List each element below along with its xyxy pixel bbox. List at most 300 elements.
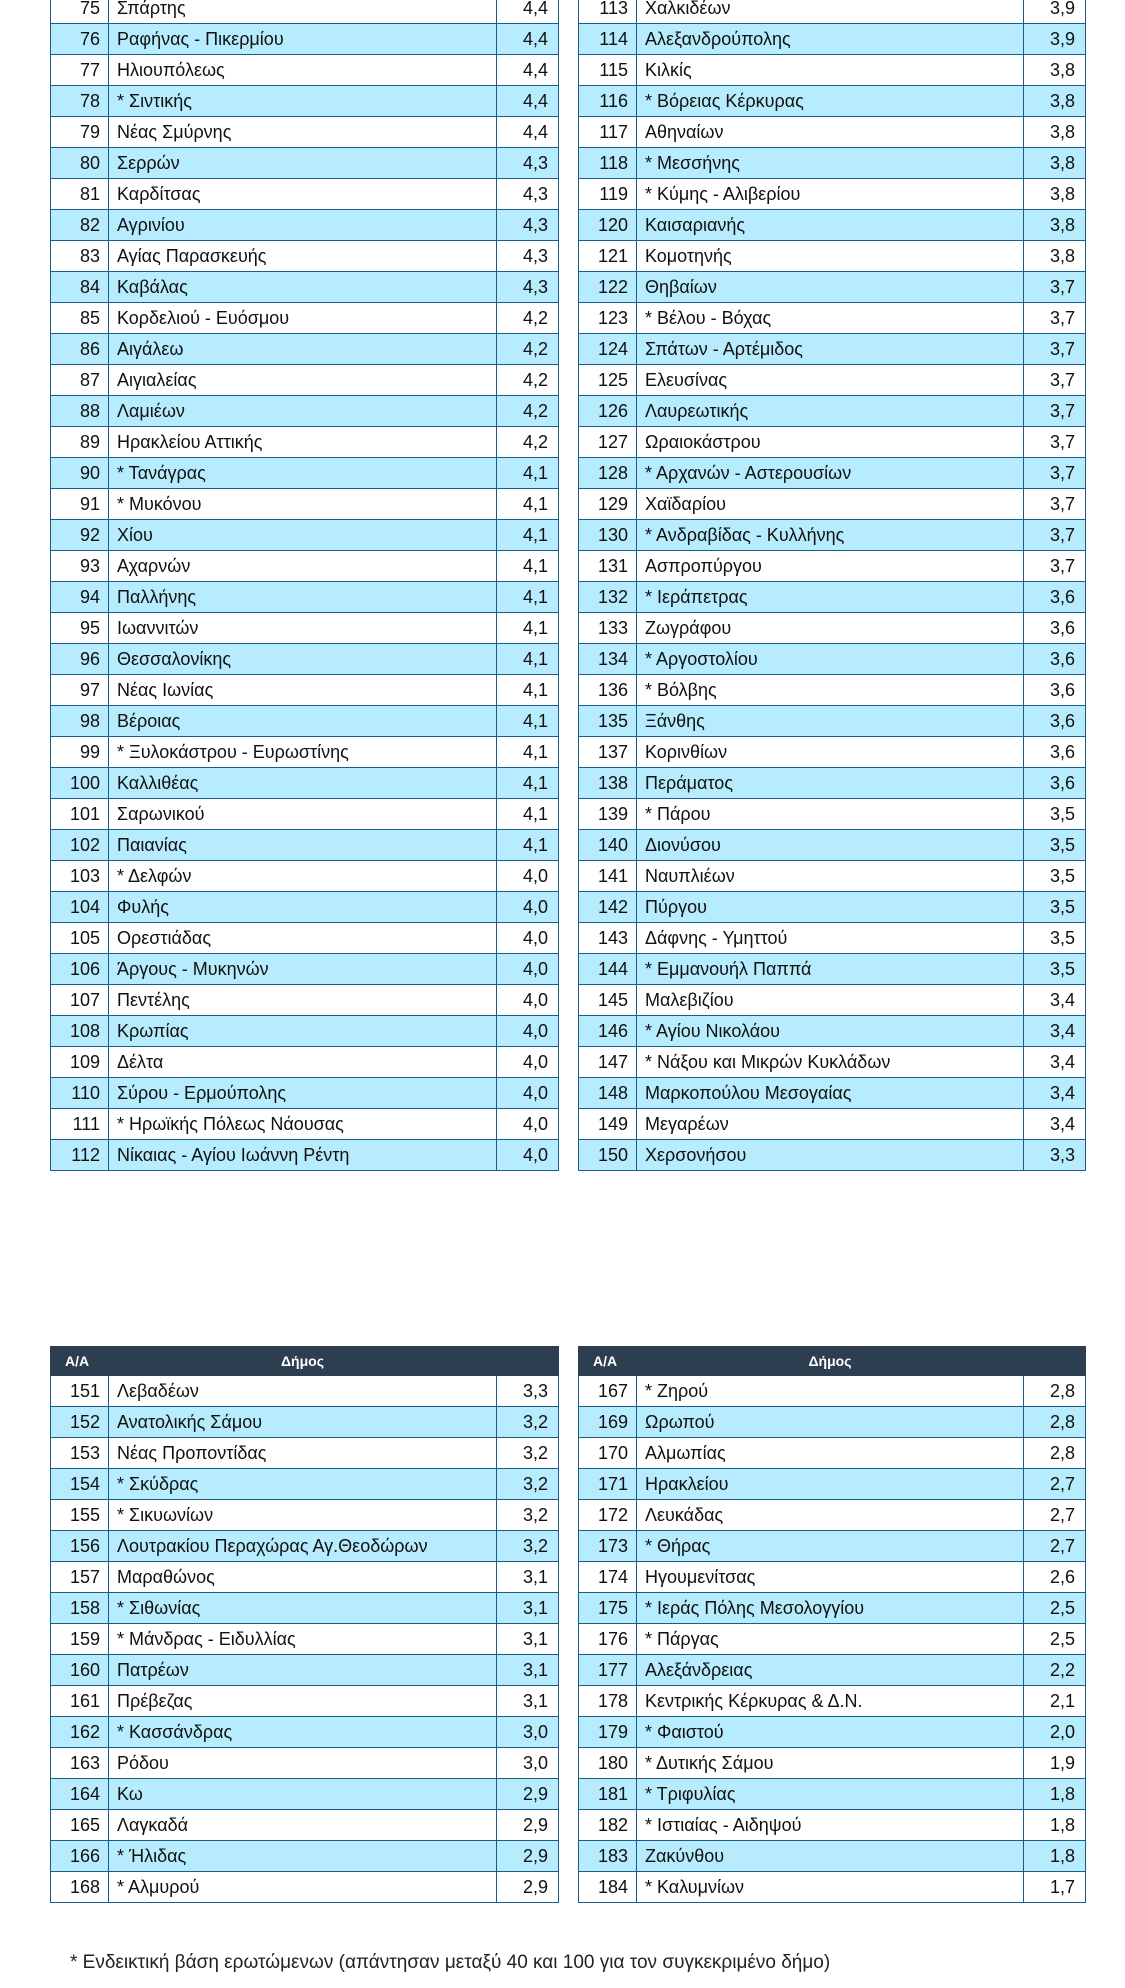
rank-cell: 104: [51, 892, 109, 923]
table-row: [51, 272, 559, 303]
rank-cell: 166: [51, 1841, 109, 1872]
score-cell: 2,9: [497, 1841, 559, 1872]
score-cell: 4,2: [497, 334, 559, 365]
table-row: [579, 644, 1086, 675]
score-cell: 4,0: [497, 985, 559, 1016]
score-cell: 1,8: [1024, 1779, 1086, 1810]
rank-cell: 92: [51, 520, 109, 551]
municipality-cell: Αλεξανδρούπολης: [637, 24, 1024, 55]
score-cell: 3,8: [1024, 210, 1086, 241]
score-cell: 3,7: [1024, 272, 1086, 303]
rank-cell: 127: [579, 427, 637, 458]
table-row: [579, 582, 1086, 613]
table-row: [51, 396, 559, 427]
rank-cell: 82: [51, 210, 109, 241]
score-cell: 4,0: [497, 1109, 559, 1140]
score-cell: 4,1: [497, 799, 559, 830]
table-row: [579, 1779, 1086, 1810]
table-row: [579, 241, 1086, 272]
table-row: [51, 675, 559, 706]
header-municipality: Δήμος: [109, 1347, 497, 1376]
table-header-row: [51, 1347, 559, 1376]
rank-cell: 139: [579, 799, 637, 830]
rank-cell: 98: [51, 706, 109, 737]
score-cell: 3,1: [497, 1655, 559, 1686]
table-row: [579, 985, 1086, 1016]
rank-cell: 118: [579, 148, 637, 179]
rank-cell: 122: [579, 272, 637, 303]
table-row: [579, 1655, 1086, 1686]
rank-cell: 116: [579, 86, 637, 117]
rank-cell: 110: [51, 1078, 109, 1109]
score-cell: 4,1: [497, 458, 559, 489]
rank-cell: 96: [51, 644, 109, 675]
table-row: [51, 892, 559, 923]
score-cell: 3,2: [497, 1407, 559, 1438]
header-municipality: Δήμος: [637, 1347, 1024, 1376]
score-cell: 4,0: [497, 954, 559, 985]
table-row: [51, 55, 559, 86]
table-row: [579, 768, 1086, 799]
header-aa: Α/Α: [579, 1347, 637, 1376]
municipality-cell: Κεντρικής Κέρκυρας & Δ.Ν.: [637, 1686, 1024, 1717]
score-cell: 4,1: [497, 613, 559, 644]
score-cell: 3,5: [1024, 954, 1086, 985]
score-cell: 2,8: [1024, 1376, 1086, 1407]
table-row: [51, 1717, 559, 1748]
score-cell: 2,1: [1024, 1686, 1086, 1717]
municipality-cell: Ιωαννιτών: [109, 613, 497, 644]
table-row: [51, 1748, 559, 1779]
municipality-cell: * Μυκόνου: [109, 489, 497, 520]
rank-cell: 154: [51, 1469, 109, 1500]
table-row: [51, 551, 559, 582]
rank-cell: 123: [579, 303, 637, 334]
rank-cell: 87: [51, 365, 109, 396]
municipality-cell: Αχαρνών: [109, 551, 497, 582]
municipality-cell: Ζακύνθου: [637, 1841, 1024, 1872]
municipality-cell: Λουτρακίου Περαχώρας Αγ.Θεοδώρων: [109, 1531, 497, 1562]
rank-cell: 144: [579, 954, 637, 985]
score-cell: 3,5: [1024, 892, 1086, 923]
table-row: [51, 737, 559, 768]
table-row: [51, 768, 559, 799]
table-row: [51, 1140, 559, 1171]
rank-cell: 130: [579, 520, 637, 551]
municipality-cell: Ωρωπού: [637, 1407, 1024, 1438]
table-row: [579, 489, 1086, 520]
score-cell: 3,8: [1024, 55, 1086, 86]
municipality-cell: Περάματος: [637, 768, 1024, 799]
rank-cell: 138: [579, 768, 637, 799]
table-row: [579, 1140, 1086, 1171]
score-cell: 3,2: [497, 1469, 559, 1500]
score-cell: 3,8: [1024, 117, 1086, 148]
table-row: [579, 1016, 1086, 1047]
table-row: [51, 985, 559, 1016]
municipality-cell: * Αρχανών - Αστερουσίων: [637, 458, 1024, 489]
municipality-cell: Ορεστιάδας: [109, 923, 497, 954]
table-body: [51, 0, 559, 1171]
table-row: [51, 520, 559, 551]
score-cell: 3,7: [1024, 396, 1086, 427]
municipality-cell: Ραφήνας - Πικερμίου: [109, 24, 497, 55]
municipality-cell: Αιγάλεω: [109, 334, 497, 365]
table-row: [579, 179, 1086, 210]
municipality-cell: Κορδελιού - Ευόσμου: [109, 303, 497, 334]
municipality-cell: * Ιεράς Πόλης Μεσολογγίου: [637, 1593, 1024, 1624]
rank-cell: 75: [51, 0, 109, 24]
municipality-cell: * Τανάγρας: [109, 458, 497, 489]
score-cell: 3,7: [1024, 365, 1086, 396]
header-aa: Α/Α: [51, 1347, 109, 1376]
table-row: [579, 55, 1086, 86]
table-row: [51, 799, 559, 830]
score-cell: 4,0: [497, 1016, 559, 1047]
municipality-cell: * Δελφών: [109, 861, 497, 892]
score-cell: 3,4: [1024, 1047, 1086, 1078]
table-row: [51, 489, 559, 520]
rank-cell: 167: [579, 1376, 637, 1407]
score-cell: 4,2: [497, 365, 559, 396]
municipality-cell: * Κύμης - Αλιβερίου: [637, 179, 1024, 210]
municipality-cell: Πεντέλης: [109, 985, 497, 1016]
score-cell: 4,0: [497, 1140, 559, 1171]
rank-cell: 95: [51, 613, 109, 644]
header-value: [497, 1347, 559, 1376]
rank-cell: 90: [51, 458, 109, 489]
table-row: [51, 24, 559, 55]
score-cell: 4,1: [497, 520, 559, 551]
score-cell: 3,8: [1024, 241, 1086, 272]
score-cell: 2,9: [497, 1810, 559, 1841]
rank-cell: 133: [579, 613, 637, 644]
rank-cell: 147: [579, 1047, 637, 1078]
table-row: [51, 117, 559, 148]
municipality-cell: Πρέβεζας: [109, 1686, 497, 1717]
municipality-cell: * Βόρειας Κέρκυρας: [637, 86, 1024, 117]
score-cell: 2,9: [497, 1779, 559, 1810]
rank-cell: 134: [579, 644, 637, 675]
table-row: [51, 923, 559, 954]
municipality-cell: Κρωπίας: [109, 1016, 497, 1047]
table-row: [51, 1109, 559, 1140]
municipality-cell: Ηλιουπόλεως: [109, 55, 497, 86]
table-row: [579, 520, 1086, 551]
score-cell: 4,1: [497, 675, 559, 706]
table-row: [51, 1562, 559, 1593]
table-row: [579, 1717, 1086, 1748]
score-cell: 3,4: [1024, 1078, 1086, 1109]
ranking-table-2: [578, 0, 1086, 1171]
table-row: [579, 706, 1086, 737]
score-cell: 4,0: [497, 892, 559, 923]
municipality-cell: * Ιεράπετρας: [637, 582, 1024, 613]
municipality-cell: * Δυτικής Σάμου: [637, 1748, 1024, 1779]
table-row: [51, 1593, 559, 1624]
score-cell: 3,7: [1024, 520, 1086, 551]
rank-cell: 94: [51, 582, 109, 613]
table-row: [579, 954, 1086, 985]
score-cell: 3,4: [1024, 1109, 1086, 1140]
municipality-cell: Σπάρτης: [109, 0, 497, 24]
table-row: [51, 1655, 559, 1686]
score-cell: 3,5: [1024, 861, 1086, 892]
table-row: [51, 954, 559, 985]
rank-cell: 151: [51, 1376, 109, 1407]
municipality-cell: Λεβαδέων: [109, 1376, 497, 1407]
table-row: [579, 427, 1086, 458]
rank-cell: 119: [579, 179, 637, 210]
score-cell: 3,6: [1024, 768, 1086, 799]
ranking-table-1: [50, 0, 559, 1171]
rank-cell: 132: [579, 582, 637, 613]
municipality-cell: Παιανίας: [109, 830, 497, 861]
score-cell: 2,8: [1024, 1407, 1086, 1438]
score-cell: 2,7: [1024, 1469, 1086, 1500]
rank-cell: 156: [51, 1531, 109, 1562]
score-cell: 2,7: [1024, 1500, 1086, 1531]
municipality-cell: * Μεσσήνης: [637, 148, 1024, 179]
rank-cell: 181: [579, 1779, 637, 1810]
rank-cell: 153: [51, 1438, 109, 1469]
rank-cell: 142: [579, 892, 637, 923]
rank-cell: 177: [579, 1655, 637, 1686]
rank-cell: 157: [51, 1562, 109, 1593]
municipality-cell: Κομοτηνής: [637, 241, 1024, 272]
score-cell: 3,1: [497, 1686, 559, 1717]
table-row: [579, 613, 1086, 644]
municipality-cell: * Αγίου Νικολάου: [637, 1016, 1024, 1047]
score-cell: 2,8: [1024, 1438, 1086, 1469]
score-cell: 3,0: [497, 1717, 559, 1748]
rank-cell: 112: [51, 1140, 109, 1171]
municipality-cell: Κω: [109, 1779, 497, 1810]
score-cell: 2,7: [1024, 1531, 1086, 1562]
score-cell: 4,2: [497, 396, 559, 427]
score-cell: 1,8: [1024, 1841, 1086, 1872]
table-row: [51, 582, 559, 613]
score-cell: 2,2: [1024, 1655, 1086, 1686]
municipality-cell: Λαυρεωτικής: [637, 396, 1024, 427]
table-row: [51, 303, 559, 334]
rank-cell: 173: [579, 1531, 637, 1562]
rank-cell: 179: [579, 1717, 637, 1748]
table-row: [51, 86, 559, 117]
score-cell: 3,1: [497, 1624, 559, 1655]
rank-cell: 176: [579, 1624, 637, 1655]
table-row: [579, 1531, 1086, 1562]
rank-cell: 86: [51, 334, 109, 365]
table-row: [579, 1841, 1086, 1872]
table-row: [51, 365, 559, 396]
municipality-cell: Χίου: [109, 520, 497, 551]
municipality-cell: Ναυπλιέων: [637, 861, 1024, 892]
municipality-cell: * Σκύδρας: [109, 1469, 497, 1500]
municipality-cell: Μαρκοπούλου Μεσογαίας: [637, 1078, 1024, 1109]
table-row: [579, 303, 1086, 334]
table-row: [579, 210, 1086, 241]
table-row: [579, 551, 1086, 582]
score-cell: 3,8: [1024, 179, 1086, 210]
score-cell: 4,3: [497, 210, 559, 241]
municipality-cell: * Πάρου: [637, 799, 1024, 830]
municipality-cell: Αιγιαλείας: [109, 365, 497, 396]
rank-cell: 165: [51, 1810, 109, 1841]
municipality-cell: * Ανδραβίδας - Κυλλήνης: [637, 520, 1024, 551]
rank-cell: 76: [51, 24, 109, 55]
score-cell: 3,2: [497, 1438, 559, 1469]
municipality-cell: * Καλυμνίων: [637, 1872, 1024, 1903]
municipality-cell: Αγρινίου: [109, 210, 497, 241]
municipality-cell: Κορινθίων: [637, 737, 1024, 768]
rank-cell: 175: [579, 1593, 637, 1624]
score-cell: 1,9: [1024, 1748, 1086, 1779]
table-row: [579, 1500, 1086, 1531]
score-cell: 3,5: [1024, 830, 1086, 861]
score-cell: 4,4: [497, 86, 559, 117]
municipality-cell: Νέας Ιωνίας: [109, 675, 497, 706]
score-cell: 4,1: [497, 489, 559, 520]
municipality-cell: * Μάνδρας - Ειδυλλίας: [109, 1624, 497, 1655]
table-row: [579, 117, 1086, 148]
municipality-cell: Φυλής: [109, 892, 497, 923]
rank-cell: 85: [51, 303, 109, 334]
score-cell: 2,9: [497, 1872, 559, 1903]
table-row: [51, 706, 559, 737]
rank-cell: 101: [51, 799, 109, 830]
table-row: [51, 458, 559, 489]
table-row: [579, 861, 1086, 892]
municipality-cell: * Κασσάνδρας: [109, 1717, 497, 1748]
rank-cell: 109: [51, 1047, 109, 1078]
rank-cell: 91: [51, 489, 109, 520]
rank-cell: 184: [579, 1872, 637, 1903]
table-row: [579, 1686, 1086, 1717]
table-row: [51, 1624, 559, 1655]
table-row: [51, 1779, 559, 1810]
rank-cell: 146: [579, 1016, 637, 1047]
municipality-cell: * Ηρωϊκής Πόλεως Νάουσας: [109, 1109, 497, 1140]
table-row: [579, 1407, 1086, 1438]
score-cell: 4,1: [497, 830, 559, 861]
municipality-cell: Πύργου: [637, 892, 1024, 923]
table-row: [579, 923, 1086, 954]
table-row: [579, 675, 1086, 706]
score-cell: 3,2: [497, 1531, 559, 1562]
score-cell: 3,3: [497, 1376, 559, 1407]
score-cell: 3,6: [1024, 737, 1086, 768]
score-cell: 4,1: [497, 768, 559, 799]
rank-cell: 93: [51, 551, 109, 582]
table-row: [579, 1469, 1086, 1500]
score-cell: 3,9: [1024, 24, 1086, 55]
municipality-cell: * Νάξου και Μικρών Κυκλάδων: [637, 1047, 1024, 1078]
table-row: [579, 1872, 1086, 1903]
table-row: [51, 1872, 559, 1903]
municipality-cell: * Ιστιαίας - Αιδηψού: [637, 1810, 1024, 1841]
table-row: [51, 830, 559, 861]
score-cell: 3,4: [1024, 1016, 1086, 1047]
table-row: [579, 1624, 1086, 1655]
score-cell: 1,8: [1024, 1810, 1086, 1841]
table-row: [51, 1500, 559, 1531]
municipality-cell: Σπάτων - Αρτέμιδος: [637, 334, 1024, 365]
rank-cell: 115: [579, 55, 637, 86]
municipality-cell: * Εμμανουήλ Παππά: [637, 954, 1024, 985]
table-row: [51, 1016, 559, 1047]
score-cell: 4,1: [497, 582, 559, 613]
rank-cell: 103: [51, 861, 109, 892]
rank-cell: 84: [51, 272, 109, 303]
municipality-cell: Λευκάδας: [637, 1500, 1024, 1531]
rank-cell: 117: [579, 117, 637, 148]
municipality-cell: Ρόδου: [109, 1748, 497, 1779]
table-row: [51, 1078, 559, 1109]
score-cell: 3,6: [1024, 582, 1086, 613]
table-row: [51, 1810, 559, 1841]
rank-cell: 140: [579, 830, 637, 861]
score-cell: 3,5: [1024, 923, 1086, 954]
rank-cell: 80: [51, 148, 109, 179]
rank-cell: 160: [51, 1655, 109, 1686]
score-cell: 4,1: [497, 737, 559, 768]
municipality-cell: Ανατολικής Σάμου: [109, 1407, 497, 1438]
municipality-cell: Καισαριανής: [637, 210, 1024, 241]
rank-cell: 141: [579, 861, 637, 892]
table-row: [579, 365, 1086, 396]
rank-cell: 100: [51, 768, 109, 799]
rank-cell: 113: [579, 0, 637, 24]
score-cell: 4,4: [497, 117, 559, 148]
rank-cell: 89: [51, 427, 109, 458]
municipality-cell: * Σικυωνίων: [109, 1500, 497, 1531]
score-cell: 4,1: [497, 551, 559, 582]
score-cell: 3,5: [1024, 799, 1086, 830]
score-cell: 2,6: [1024, 1562, 1086, 1593]
table-row: [579, 1593, 1086, 1624]
municipality-cell: Δέλτα: [109, 1047, 497, 1078]
municipality-cell: * Θήρας: [637, 1531, 1024, 1562]
score-cell: 3,7: [1024, 458, 1086, 489]
municipality-cell: Κιλκίς: [637, 55, 1024, 86]
table-row: [51, 0, 559, 24]
score-cell: 3,1: [497, 1593, 559, 1624]
rank-cell: 158: [51, 1593, 109, 1624]
rank-cell: 121: [579, 241, 637, 272]
score-cell: 3,0: [497, 1748, 559, 1779]
table-row: [51, 861, 559, 892]
score-cell: 3,8: [1024, 148, 1086, 179]
rank-cell: 162: [51, 1717, 109, 1748]
table-row: [579, 737, 1086, 768]
score-cell: 4,3: [497, 241, 559, 272]
municipality-cell: Μαραθώνος: [109, 1562, 497, 1593]
table-row: [579, 148, 1086, 179]
score-cell: 3,6: [1024, 644, 1086, 675]
ranking-table-4: [578, 1346, 1086, 1903]
rank-cell: 180: [579, 1748, 637, 1779]
rank-cell: 106: [51, 954, 109, 985]
rank-cell: 169: [579, 1407, 637, 1438]
table-row: [579, 1810, 1086, 1841]
municipality-cell: * Αργοστολίου: [637, 644, 1024, 675]
score-cell: 3,9: [1024, 0, 1086, 24]
municipality-cell: Ελευσίνας: [637, 365, 1024, 396]
rank-cell: 170: [579, 1438, 637, 1469]
municipality-cell: * Σιθωνίας: [109, 1593, 497, 1624]
rank-cell: 145: [579, 985, 637, 1016]
